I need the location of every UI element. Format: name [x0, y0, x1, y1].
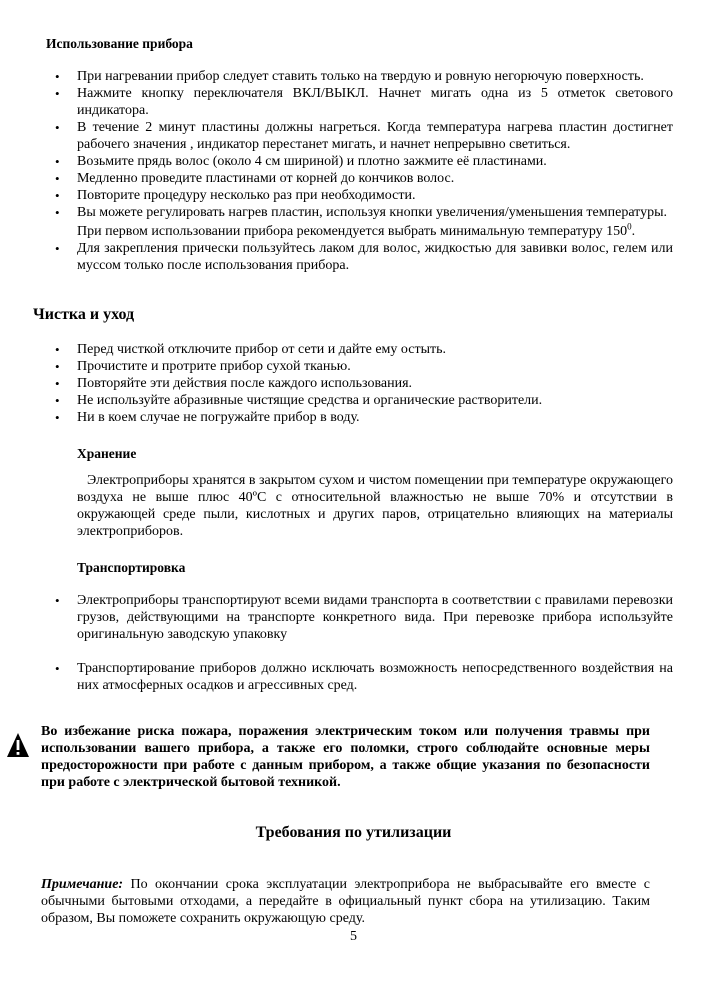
transport-heading: Транспортировка: [77, 560, 186, 575]
list-item: • Для закрепления прически пользуйтесь лаком для волос, жидкостью для завивки волос, гелем или муссом только после использования прибора.: [55, 241, 673, 273]
list-item: • Ни в коем случае не погружайте прибор в воду.: [55, 410, 360, 425]
list-item: • Электроприборы транспортируют всеми видами транспорта в соответствии с правилами перевозки грузов, действующими на транспорте конкретного вида. При перевозке прибора используйте оригинальную заводскую упаковку: [55, 593, 673, 642]
cleaning-list: [55, 341, 673, 426]
transport-list: [55, 592, 673, 694]
list-item: • Перед чисткой отключите прибор от сети и дайте ему остыть.: [55, 342, 447, 357]
list-item: • Медленно проведите пластинами от корней до кончиков волос.: [55, 171, 455, 186]
cleaning-heading: Чистка и уход: [33, 306, 135, 323]
note-text: По окончании срока эксплуатации электроприбора не выбрасывайте его вместе с обычными бытовыми отходами, а передайте в официальный пункт сбора на утилизацию. Таким образом, Вы поможете сохранить окружающую среду.: [41, 877, 650, 926]
disposal-note: [41, 876, 650, 927]
warning-text: Во избежание риска пожара, поражения электрическим током или получения травмы при использовании вашего прибора, а также его поломки, строго соблюдайте основные меры предосторожности при работе с данным прибором, а также общие указания по безопасности при работе с электрической бытовой техникой.: [41, 724, 650, 790]
list-item: • Прочистите и протрите прибор сухой тканью.: [55, 359, 351, 374]
note-line: При первом использовании прибора рекомендуется выбрать минимальную температуру $150^0$.: [77, 221, 636, 239]
page-number: 5: [350, 929, 357, 944]
list-item: • Возьмите прядь волос (около 4 см шириной) и плотно зажмите её пластинами.: [55, 154, 547, 169]
usage-list: [55, 68, 673, 274]
usage-heading: Использование прибора: [46, 36, 193, 51]
storage-heading: Хранение: [77, 446, 137, 461]
list-item: • Повторите процедуру несколько раз при необходимости.: [55, 188, 416, 203]
list-item: • Нажмите кнопку переключателя ВКЛ/ВЫКЛ. Начнет мигать одна из 5 отметок светового индикатора.: [55, 86, 673, 118]
list-item: • Транспортирование приборов должно исключать возможность непосредственного воздействия на них атмосферных осадков и агрессивных сред.: [55, 661, 673, 693]
disposal-heading: Требования по утилизации: [255, 824, 452, 841]
note-label: Примечание:: [41, 877, 124, 892]
list-item: • Повторяйте эти действия после каждого использования.: [55, 376, 413, 391]
list-item: • Не используйте абразивные чистящие средства и органические растворители.: [55, 393, 543, 408]
warning-triangle-icon: [6, 732, 30, 758]
list-item: • В течение 2 минут пластины должны нагреться. Когда температура нагрева пластин достигнет рабочего значения , индикатор перестанет мигать, и начнет непрерывно светиться.: [55, 120, 673, 152]
storage-text: Электроприборы хранятся в закрытом сухом и чистом помещении при температуре окружающего воздуха не выше плюс 40ºС с относительной влажностью не выше 70% и отсутствии в окружающей среде пыли, кислотных и других паров, отрицательно влияющих на материалы электроприборов.: [77, 473, 673, 539]
list-item: • Вы можете регулировать нагрев пластин, используя кнопки увеличения/уменьшения температуры.: [55, 205, 668, 220]
list-item: • При нагревании прибор следует ставить только на твердую и ровную негорючую поверхность.: [55, 69, 644, 84]
